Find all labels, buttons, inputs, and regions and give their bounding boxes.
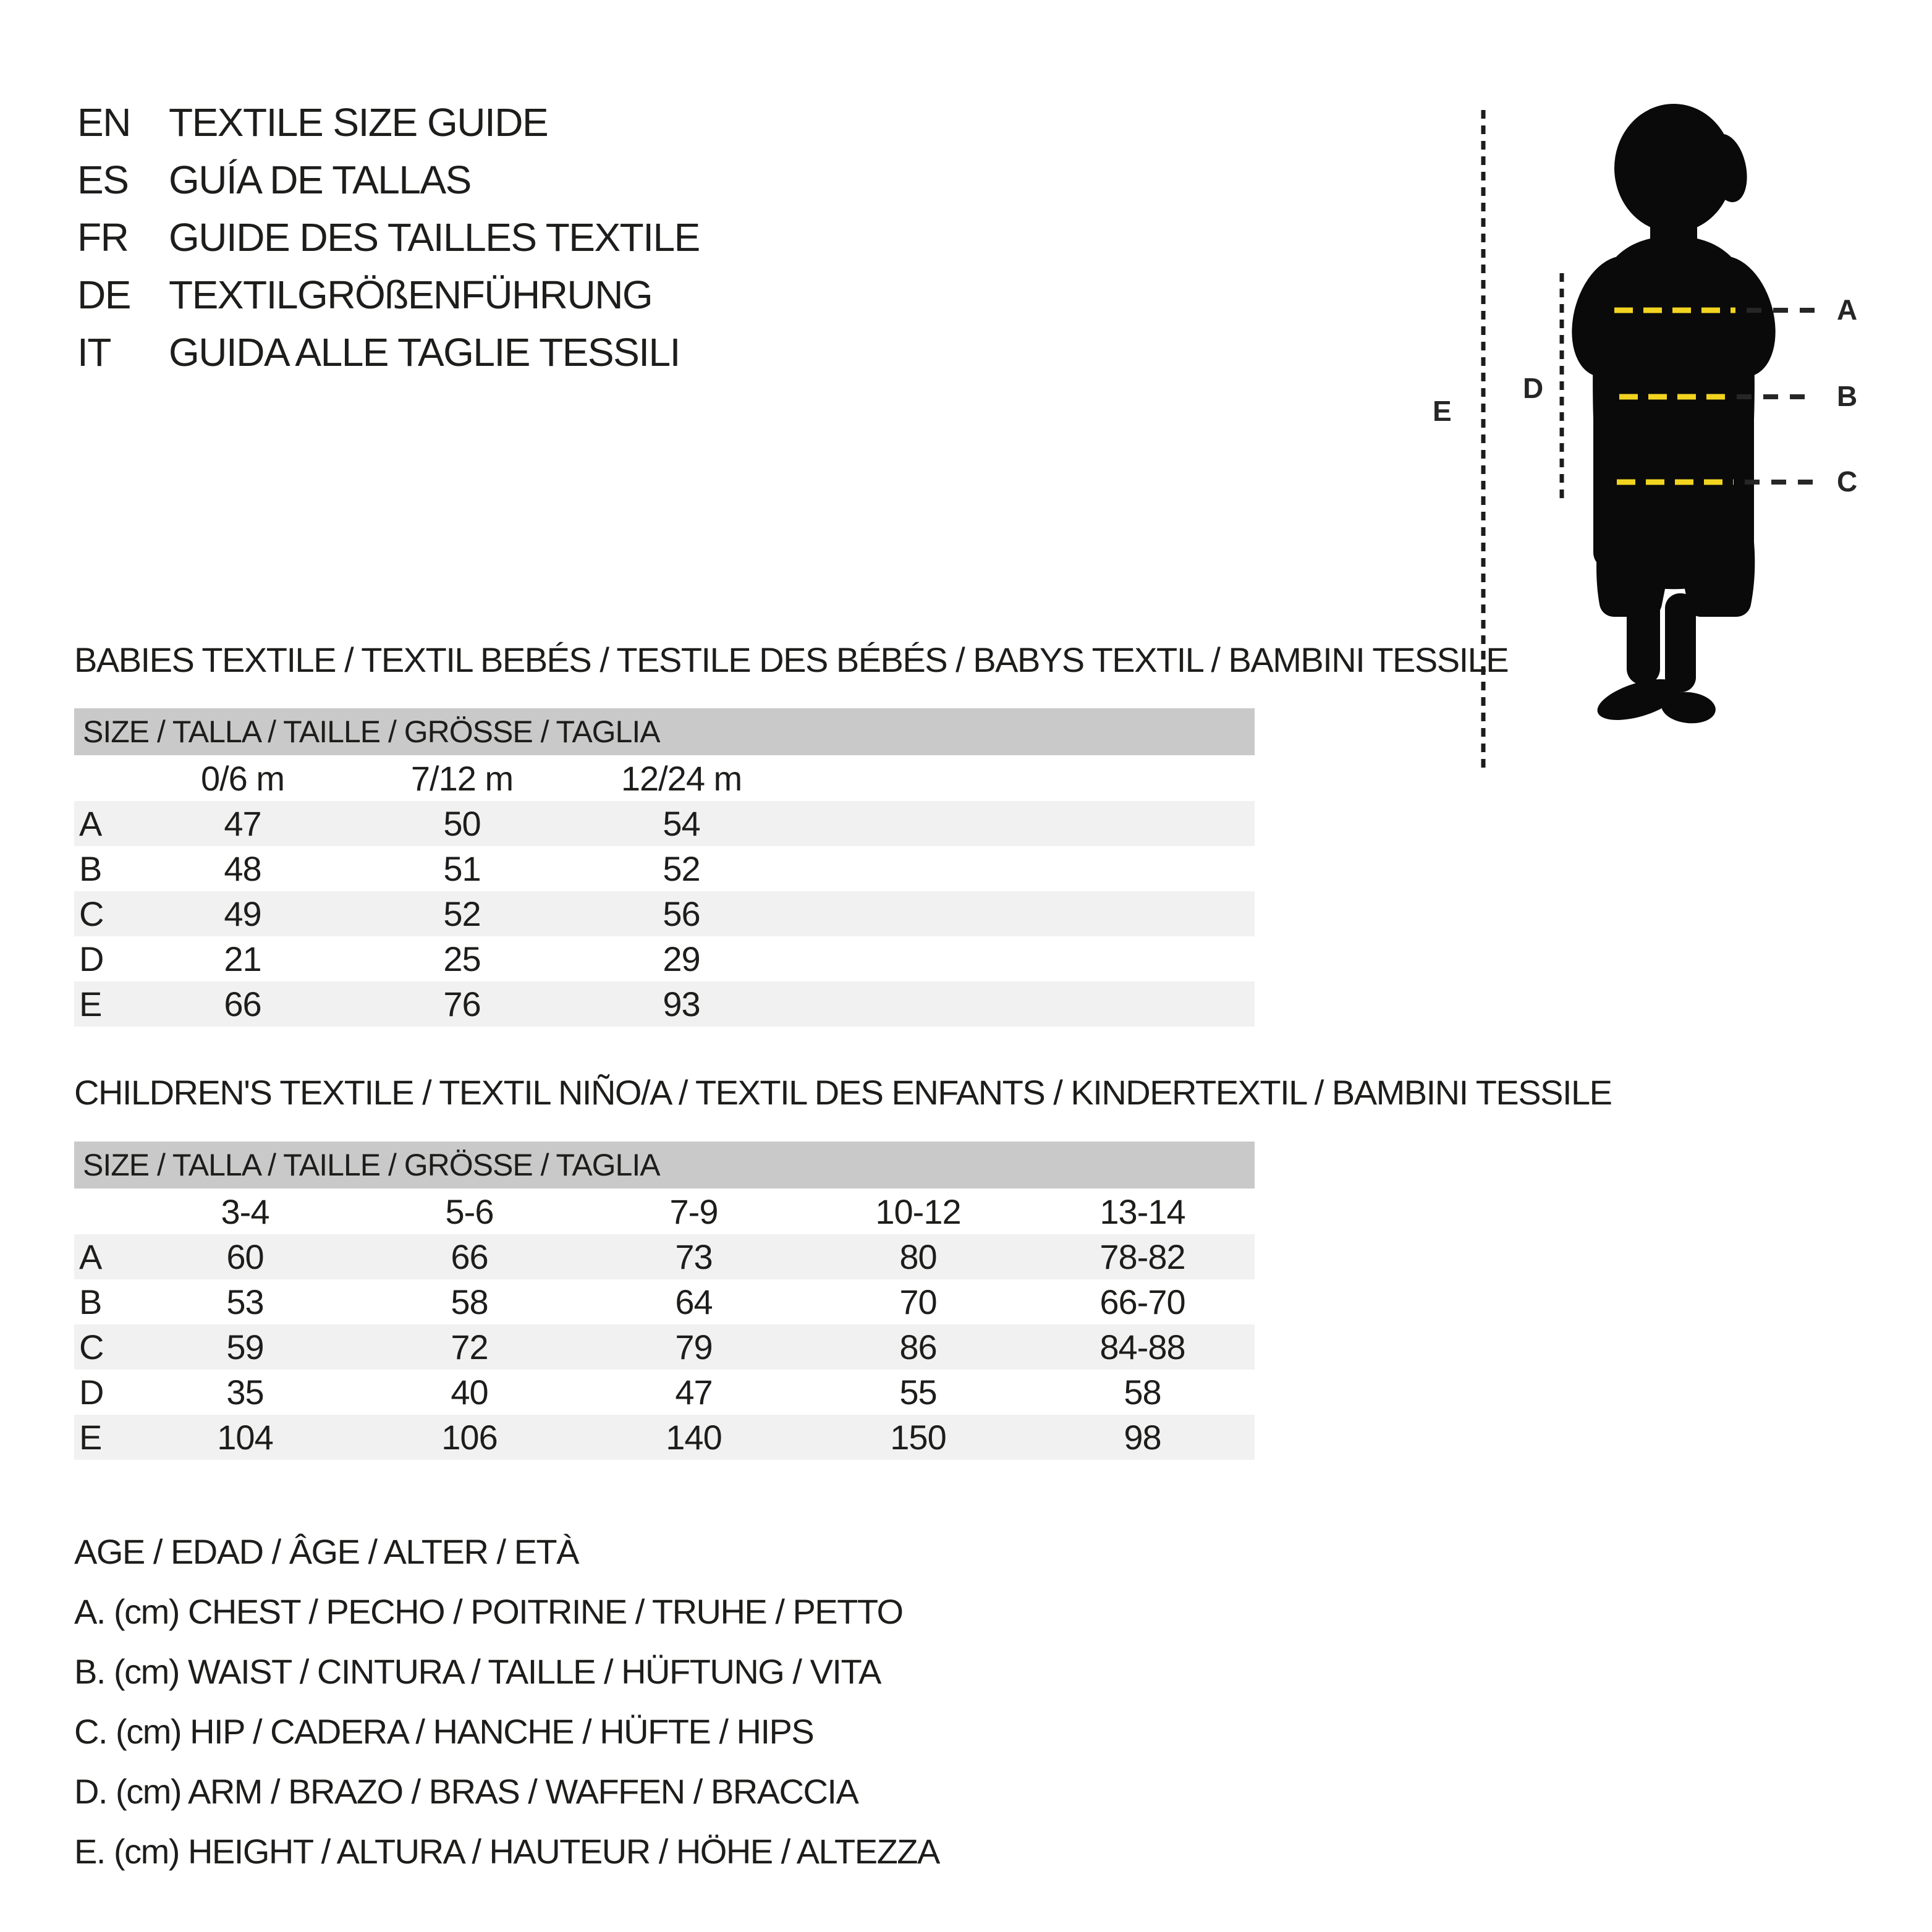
title-block	[77, 94, 700, 381]
cell-value: 150	[890, 1418, 946, 1457]
title-text: GUÍA DE TALLAS	[169, 158, 471, 202]
table-row-b	[74, 1279, 1255, 1324]
cell-value: 66	[451, 1237, 488, 1276]
column-header: 7/12 m	[410, 758, 514, 798]
cell-filler	[791, 891, 1255, 936]
row-label: B	[79, 849, 102, 888]
child-silhouette	[1559, 104, 1789, 728]
children-size-table	[74, 1142, 1255, 1460]
title-row-es	[77, 151, 700, 209]
title-text: GUIDE DES TAILLES TEXTILE	[169, 215, 700, 260]
row-label: A	[79, 804, 102, 843]
table-row-e	[74, 981, 1255, 1027]
row-label: C	[79, 1328, 104, 1366]
legend-line-age: AGE / EDAD / ÂGE / ALTER / ETÀ	[74, 1532, 578, 1571]
cell-value: 47	[675, 1373, 713, 1412]
lang-code: DE	[77, 273, 130, 317]
measurement-figure	[1409, 80, 1932, 820]
cell-value: 54	[663, 804, 700, 843]
measure-label-b: B	[1837, 380, 1858, 412]
cell-value: 49	[224, 894, 261, 933]
cell-filler	[791, 936, 1255, 981]
title-text: GUIDA ALLE TAGLIE TESSILI	[169, 330, 680, 375]
title-row-it	[77, 324, 700, 381]
table-row-c	[74, 1324, 1255, 1370]
lang-code: EN	[77, 100, 130, 145]
cell-value: 80	[899, 1237, 937, 1276]
cell-value: 21	[224, 939, 261, 978]
cell-value: 104	[217, 1418, 273, 1457]
legend-line-chest: A. (cm) CHEST / PECHO / POITRINE / TRUHE / PETTO	[74, 1592, 903, 1631]
cell-value: 59	[226, 1328, 264, 1366]
child-silhouette-diagram	[1409, 80, 1932, 820]
column-header: 5-6	[445, 1192, 494, 1231]
measure-label-e: E	[1433, 395, 1452, 427]
cell-value: 73	[675, 1237, 713, 1276]
babies-size-table	[74, 708, 1255, 1027]
children-size-header-band: SIZE / TALLA / TAILLE / GRÖSSE / TAGLIA	[74, 1142, 1255, 1188]
column-header: 13-14	[1099, 1192, 1185, 1231]
column-header-spacer	[74, 1188, 133, 1234]
cell-value: 93	[663, 985, 700, 1023]
cell-value: 50	[443, 804, 481, 843]
title-text: TEXTILE SIZE GUIDE	[169, 100, 548, 145]
column-header: 12/24 m	[621, 758, 742, 798]
cell-value: 56	[663, 894, 700, 933]
cell-value: 64	[675, 1282, 713, 1321]
cell-value: 72	[451, 1328, 488, 1366]
cell-value: 55	[899, 1373, 937, 1412]
measurement-legend	[74, 1522, 939, 1881]
babies-size-header-band: SIZE / TALLA / TAILLE / GRÖSSE / TAGLIA	[74, 708, 1255, 755]
cell-value: 58	[451, 1282, 488, 1321]
column-header-filler	[791, 755, 1255, 801]
cell-value: 78-82	[1099, 1237, 1185, 1276]
cell-value: 35	[226, 1373, 264, 1412]
cell-value: 140	[666, 1418, 722, 1457]
cell-filler	[791, 846, 1255, 891]
measure-label-d: D	[1523, 372, 1544, 404]
babies-column-header-row	[74, 755, 1255, 801]
cell-value: 60	[226, 1237, 264, 1276]
cell-value: 84-88	[1099, 1328, 1185, 1366]
title-row-de	[77, 266, 700, 324]
cell-value: 51	[443, 849, 481, 888]
cell-filler	[791, 981, 1255, 1027]
cell-value: 25	[443, 939, 481, 978]
row-label: E	[79, 985, 102, 1023]
table-row-e	[74, 1415, 1255, 1460]
lang-code: ES	[77, 158, 129, 202]
cell-value: 98	[1124, 1418, 1161, 1457]
cell-value: 86	[899, 1328, 937, 1366]
title-row-fr	[77, 209, 700, 266]
row-label: B	[79, 1282, 102, 1321]
title-row-en	[77, 94, 700, 151]
children-section-title: CHILDREN'S TEXTILE / TEXTIL NIÑO/A / TEXTIL DES ENFANTS / KINDERTEXTIL / BAMBINI TESSILE	[74, 1073, 1612, 1112]
column-header: 10-12	[875, 1192, 961, 1231]
cell-value: 52	[663, 849, 700, 888]
children-column-header-row	[74, 1188, 1255, 1234]
legend-line-arm: D. (cm) ARM / BRAZO / BRAS / WAFFEN / BRACCIA	[74, 1772, 858, 1811]
legend-line-waist: B. (cm) WAIST / CINTURA / TAILLE / HÜFTUNG / VITA	[74, 1652, 881, 1691]
cell-value: 53	[226, 1282, 264, 1321]
column-header: 7-9	[669, 1192, 718, 1231]
table-row-d	[74, 936, 1255, 981]
cell-value: 48	[224, 849, 261, 888]
cell-value: 76	[443, 985, 481, 1023]
table-row-d	[74, 1370, 1255, 1415]
row-label: A	[79, 1237, 102, 1276]
table-row-c	[74, 891, 1255, 936]
table-row-a	[74, 801, 1255, 846]
measure-label-a: A	[1837, 294, 1858, 326]
table-row-b	[74, 846, 1255, 891]
column-header: 0/6 m	[200, 758, 285, 798]
title-text: TEXTILGRÖßENFÜHRUNG	[169, 273, 653, 317]
column-header: 3-4	[221, 1192, 269, 1231]
measure-label-c: C	[1837, 465, 1858, 498]
cell-value: 106	[441, 1418, 498, 1457]
row-label: D	[79, 1373, 104, 1412]
cell-value: 40	[451, 1373, 488, 1412]
cell-value: 47	[224, 804, 261, 843]
column-header-spacer	[74, 755, 133, 801]
cell-value: 58	[1124, 1373, 1161, 1412]
cell-value: 66	[224, 985, 261, 1023]
cell-value: 70	[899, 1282, 937, 1321]
lang-code: IT	[77, 330, 111, 375]
lang-code: FR	[77, 215, 129, 260]
cell-value: 29	[663, 939, 700, 978]
cell-value: 79	[675, 1328, 713, 1366]
row-label: E	[79, 1418, 102, 1457]
legend-line-height: E. (cm) HEIGHT / ALTURA / HAUTEUR / HÖHE / ALTEZZA	[74, 1832, 939, 1871]
cell-value: 66-70	[1099, 1282, 1185, 1321]
row-label: D	[79, 939, 104, 978]
cell-filler	[791, 801, 1255, 846]
table-row-a	[74, 1234, 1255, 1279]
row-label: C	[79, 894, 104, 933]
legend-line-hip: C. (cm) HIP / CADERA / HANCHE / HÜFTE / HIPS	[74, 1712, 814, 1751]
cell-value: 52	[443, 894, 481, 933]
babies-section-title: BABIES TEXTILE / TEXTIL BEBÉS / TESTILE DES BÉBÉS / BABYS TEXTIL / BAMBINI TESSILE	[74, 640, 1509, 679]
